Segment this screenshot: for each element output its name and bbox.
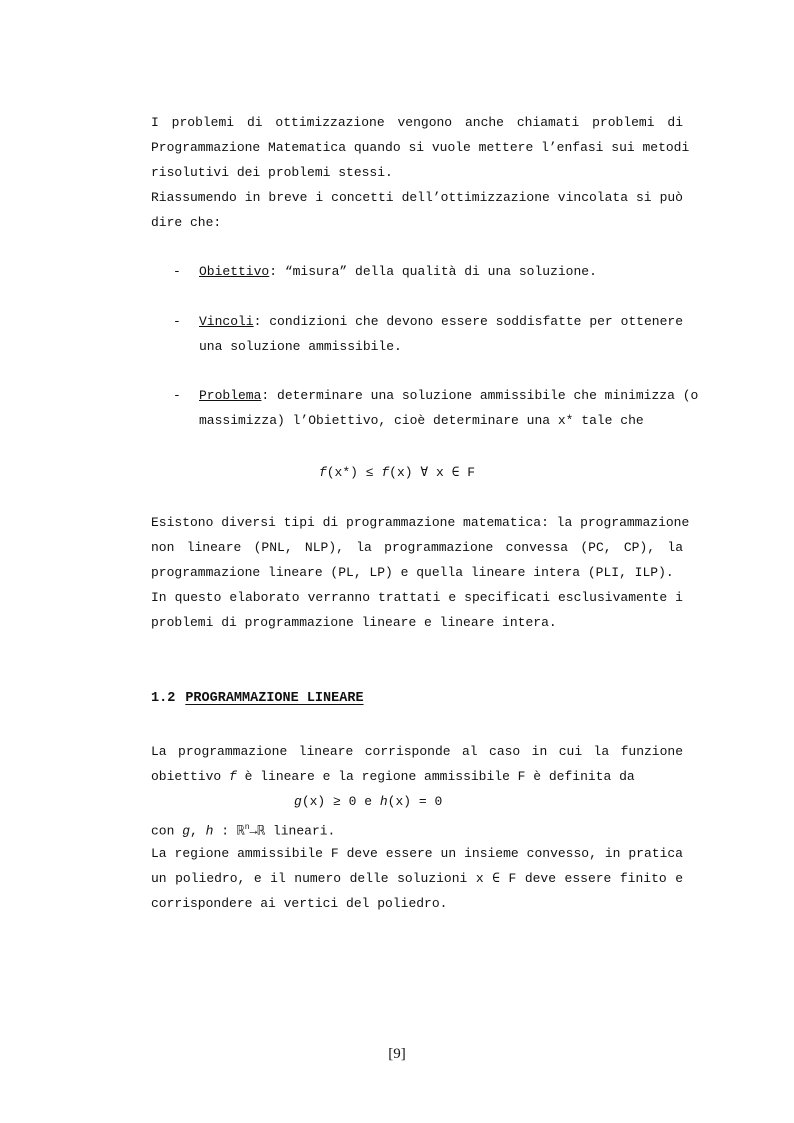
text-line: Obiettivo: “misura” della qualità di una soluzione.: [199, 264, 597, 279]
section-title: PROGRAMMAZIONE LINEARE: [185, 691, 364, 706]
text-line: con g, h : ℝ$^n$→ℝ lineari.: [151, 823, 336, 839]
paragraph-functions: [151, 815, 683, 840]
term-vincoli: Vincoli: [199, 314, 254, 329]
text-line: Vincoli: condizioni che devono essere soddisfatte per ottenere: [199, 314, 683, 329]
section-number: 1.2: [151, 691, 176, 706]
text-line: una soluzione ammissibile.: [199, 339, 402, 354]
term-problema: Problema: [199, 388, 262, 403]
text-line: Esistono diversi tipi di programmazione matematica: la programmazione: [151, 515, 690, 530]
text-line: La regione ammissibile F deve essere un insieme convesso, in pratica: [151, 846, 683, 861]
term-obiettivo: Obiettivo: [199, 264, 270, 279]
text-line: La programmazione lineare corrisponde al caso in cui la funzione: [151, 744, 683, 759]
text-line: massimizza) l’Obiettivo, cioè determinare una x* tale che: [199, 413, 644, 428]
text-line: risolutivi dei problemi stessi.: [151, 165, 393, 180]
paragraph-linear: [151, 739, 683, 789]
text-line: corrispondere ai vertici del poliedro.: [151, 896, 448, 911]
text-line: Riassumendo in breve i concetti dell’ottimizzazione vincolata si può: [151, 190, 683, 205]
text-line: obiettivo f è lineare e la regione ammissibile F è definita da: [151, 769, 635, 784]
bullet-dash: -: [173, 388, 181, 403]
formula-optimality: f(x*) ≤ f(x) ∀ x ∈ F: [318, 465, 476, 480]
formula-constraints: g(x) ≥ 0 e h(x) = 0: [294, 794, 443, 809]
paragraph-region: [151, 841, 683, 916]
section-heading: [151, 686, 364, 711]
text-line: In questo elaborato verranno trattati e specificati esclusivamente i: [151, 590, 683, 605]
text-line: dire che:: [151, 215, 222, 230]
text-line: programmazione lineare (PL, LP) e quella lineare intera (PLI, ILP).: [151, 565, 674, 580]
text-line: Programmazione Matematica quando si vuole mettere l’enfasi sui metodi: [151, 140, 690, 155]
bullet-dash: -: [173, 264, 181, 279]
text-line: I problemi di ottimizzazione vengono anche chiamati problemi di: [151, 115, 683, 130]
page-number: [9]: [388, 1046, 406, 1062]
text-line: un poliedro, e il numero delle soluzioni x ∈ F deve essere finito e: [151, 871, 683, 886]
text-line: problemi di programmazione lineare e lineare intera.: [151, 615, 557, 630]
paragraph-types: [151, 510, 690, 635]
text-line: Problema: determinare una soluzione ammissibile che minimizza (o: [199, 388, 699, 403]
bullet-dash: -: [173, 314, 181, 329]
paragraph-intro: [151, 110, 690, 235]
text-line: non lineare (PNL, NLP), la programmazione convessa (PC, CP), la: [151, 540, 683, 555]
